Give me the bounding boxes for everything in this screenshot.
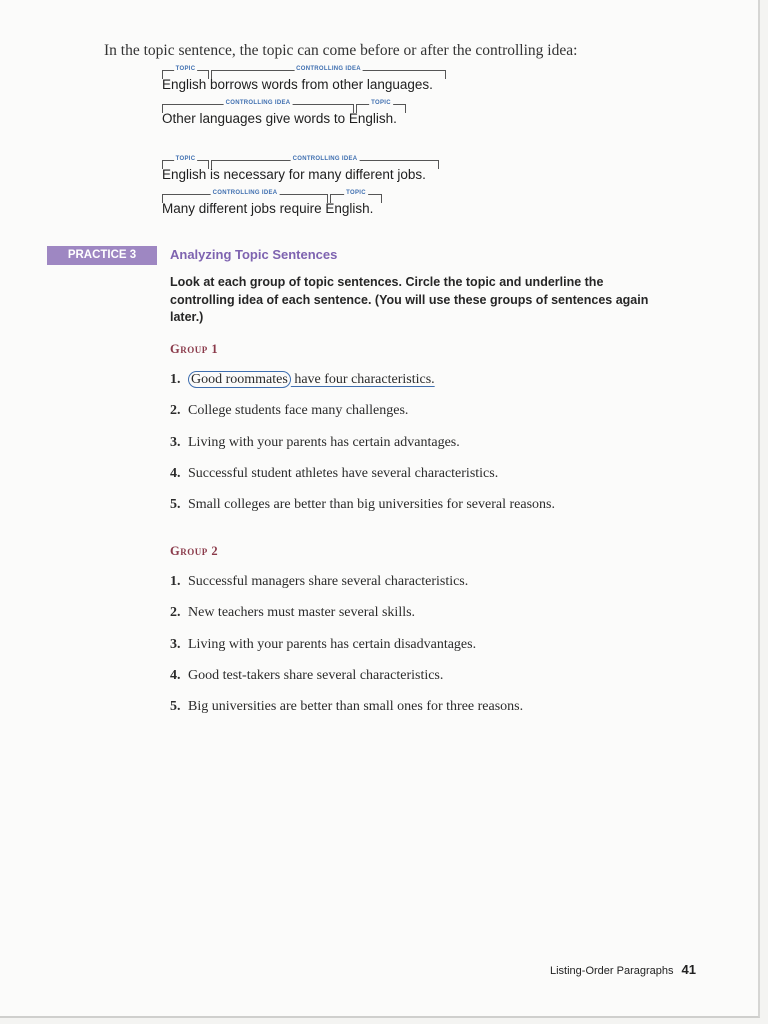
example-1: [0, 68, 600, 98]
group-1-list: [170, 372, 690, 528]
controlling-idea-bracket: CONTROLLING IDEA: [211, 70, 446, 79]
group-2-heading: Group 2: [170, 544, 219, 558]
example-sentence: English borrows words from other languages.: [162, 77, 433, 92]
list-item: 3. Living with your parents has certain advantages.: [170, 434, 460, 450]
circled-topic: Good roommates: [188, 371, 291, 388]
topic-bracket: TOPIC: [356, 104, 406, 113]
example-4: [0, 192, 600, 222]
example-sentence: Other languages give words to English.: [162, 111, 397, 126]
list-item: 4. Successful student athletes have several characteristics.: [170, 465, 499, 481]
example-sentence: Many different jobs require English.: [162, 201, 374, 216]
chapter-title: Listing-Order Paragraphs: [550, 965, 674, 977]
list-item: 5. Small colleges are better than big universities for several reasons.: [170, 497, 555, 513]
list-item: 5. Big universities are better than small ones for three reasons.: [170, 699, 524, 715]
practice-title: Analyzing Topic Sentences: [170, 247, 338, 262]
example-3: [0, 158, 600, 188]
topic-bracket: TOPIC: [162, 160, 209, 169]
controlling-idea-bracket: CONTROLLING IDEA: [211, 160, 439, 169]
page-number: 41: [681, 962, 696, 977]
group-2-list: [170, 574, 690, 730]
list-item: 1. Successful managers share several characteristics.: [170, 574, 469, 589]
controlling-idea-bracket: CONTROLLING IDEA: [162, 104, 354, 113]
page-footer: [550, 962, 696, 977]
controlling-idea-bracket: CONTROLLING IDEA: [162, 194, 328, 203]
practice-badge: PRACTICE 3: [47, 246, 157, 265]
example-2: [0, 102, 600, 132]
practice-instructions: Look at each group of topic sentences. Circle the topic and underline the controlling idea of each sentence. (You will use these groups of sentences again later.): [170, 275, 649, 324]
underlined-controlling-idea: have four characteristics.: [290, 372, 435, 387]
list-item: 2. New teachers must master several skills.: [170, 605, 416, 621]
list-item: 3. Living with your parents has certain disadvantages.: [170, 636, 477, 652]
group-1-heading: Group 1: [170, 342, 219, 356]
list-item: 2. College students face many challenges.: [170, 403, 409, 419]
example-sentence: English is necessary for many different jobs.: [162, 167, 426, 182]
topic-bracket: TOPIC: [330, 194, 382, 203]
intro-text: In the topic sentence, the topic can come before or after the controlling idea:: [104, 42, 578, 59]
topic-bracket: TOPIC: [162, 70, 209, 79]
list-item: 1. Good roommates have four characteristics.: [170, 372, 435, 387]
list-item: 4. Good test-takers share several characteristics.: [170, 667, 444, 683]
